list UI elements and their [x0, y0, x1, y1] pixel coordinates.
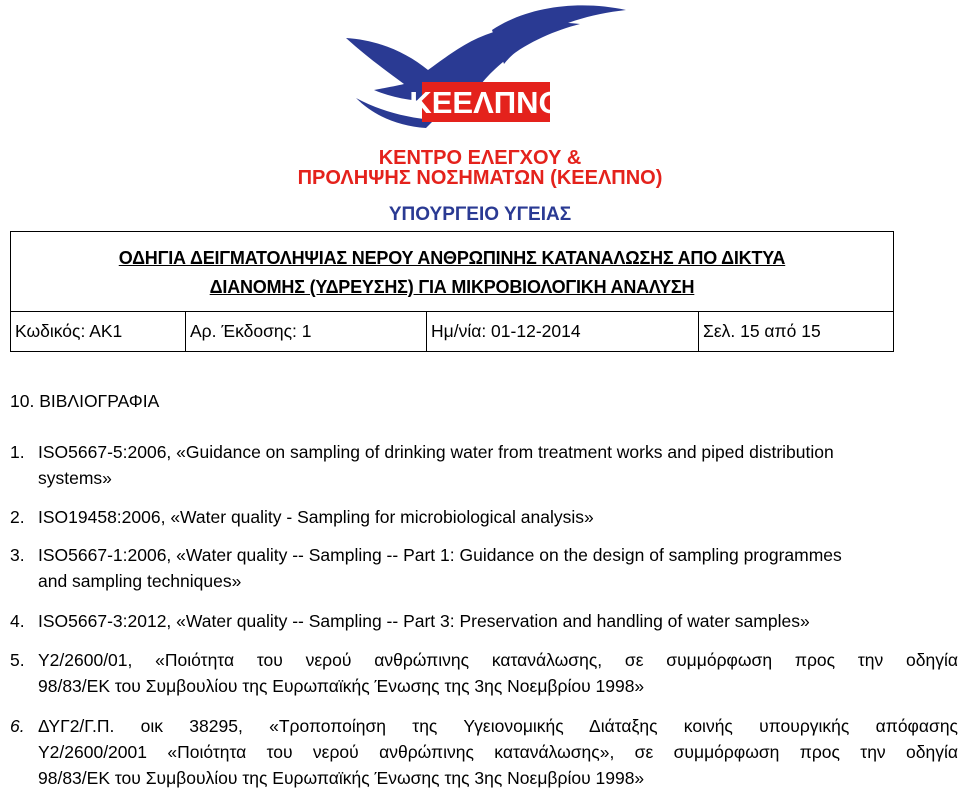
- reference-text-line: ΔΥΓ2/Γ.Π. οικ 38295, «Τροποποίηση της Υγειονομικής Διάταξης κοινής υπουργικής απόφασης: [38, 716, 958, 736]
- doc-version: Αρ. Έκδοσης: 1: [185, 312, 426, 351]
- reference-text-line: systems»: [38, 468, 112, 488]
- reference-number: 3.: [10, 545, 25, 565]
- title-cell: [11, 232, 893, 312]
- doc-date: Ημ/νία: 01-12-2014: [426, 312, 698, 351]
- reference-text-line: ISO5667-3:2012, «Water quality -- Sampling -- Part 3: Preservation and handling of water samples»: [38, 611, 810, 631]
- reference-number: 6.: [10, 716, 25, 736]
- reference-text-line: and sampling techniques»: [38, 571, 242, 591]
- reference-text-line: ISO19458:2006, «Water quality - Sampling for microbiological analysis»: [38, 507, 594, 527]
- logo-line2: ΠΡΟΛΗΨΗΣ ΝΟΣΗΜΑΤΩΝ (ΚΕΕΛΠΝΟ): [297, 167, 663, 189]
- logo-line3: ΥΠΟΥΡΓΕΙΟ ΥΓΕΙΑΣ: [388, 204, 572, 225]
- page-number: Σελ. 15 από 15: [698, 312, 893, 351]
- keelpno-logo: [228, 2, 732, 226]
- title-line-2: ΔΙΑΝΟΜΗΣ (ΥΔΡΕΥΣΗΣ) ΓΙΑ ΜΙΚΡΟΒΙΟΛΟΓΙΚΗ ΑΝΑΛΥΣΗ: [209, 277, 695, 297]
- reference-item: [10, 713, 958, 791]
- title-line-1: ΟΔΗΓΙΑ ΔΕΙΓΜΑΤΟΛΗΨΙΑΣ ΝΕΡΟΥ ΑΝΘΡΩΠΙΝΗΣ ΚΑΤΑΝΑΛΩΣΗΣ ΑΠΟ ΔΙΚΤΥΑ: [118, 248, 786, 268]
- reference-number: 2.: [10, 507, 25, 527]
- reference-number: 1.: [10, 442, 25, 462]
- reference-item: [10, 608, 958, 634]
- section-title: 10. ΒΙΒΛΙΟΓΡΑΦΙΑ: [10, 391, 160, 411]
- logo-brand: ΚΕΕΛΠΝΟ: [409, 85, 563, 120]
- reference-item: [10, 647, 958, 699]
- reference-number: 4.: [10, 611, 25, 631]
- doc-code: Κωδικός: ΑΚ1: [15, 321, 123, 341]
- meta-row: [11, 312, 893, 351]
- reference-text-line: ISO5667-1:2006, «Water quality -- Sampling -- Part 1: Guidance on the design of sampling programmes: [38, 545, 842, 565]
- reference-text-line: 98/83/ΕΚ του Συμβουλίου της Ευρωπαϊκής Ένωσης της 3ης Νοεμβρίου 1998»: [38, 676, 645, 696]
- reference-item: [10, 504, 958, 530]
- document-header: [10, 231, 894, 352]
- reference-text-line: Υ2/2600/01, «Ποιότητα του νερού ανθρώπινης κατανάλωσης, σε συμμόρφωση προς την οδηγία: [38, 650, 958, 670]
- reference-text-line: 98/83/ΕΚ του Συμβουλίου της Ευρωπαϊκής Ένωσης της 3ης Νοεμβρίου 1998»: [38, 768, 645, 788]
- dove-wing-icon: [492, 5, 626, 64]
- reference-text-line: Υ2/2600/2001 «Ποιότητα του νερού ανθρώπινης κατανάλωσης», σε συμμόρφωση προς την οδηγία: [38, 742, 958, 762]
- reference-item: [10, 542, 958, 594]
- logo-line1: ΚΕΝΤΡΟ ΕΛΕΓΧΟΥ &: [378, 147, 582, 169]
- logo-graphic: [228, 2, 732, 226]
- reference-item: [10, 439, 958, 491]
- reference-text-line: ISO5667-5:2006, «Guidance on sampling of drinking water from treatment works and piped distribution: [38, 442, 834, 462]
- reference-number: 5.: [10, 650, 25, 670]
